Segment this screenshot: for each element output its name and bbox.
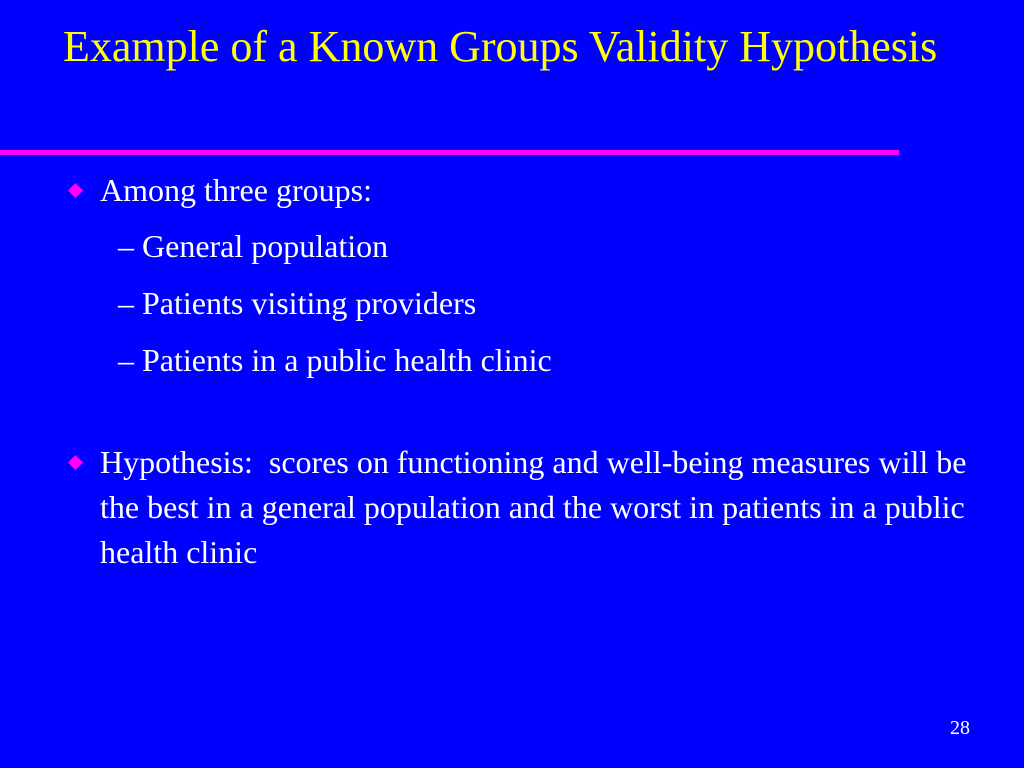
title-divider: [0, 150, 899, 155]
diamond-bullet-icon: [68, 183, 83, 198]
diamond-bullet-icon: [68, 455, 83, 470]
slide-title: Example of a Known Groups Validity Hypothesis: [63, 22, 938, 71]
page-number: 28: [950, 717, 970, 739]
sub-item: – Patients in a public health clinic: [118, 342, 552, 378]
bullet-text: Hypothesis: scores on functioning and well-being measures will be the best in a general population and the worst in patients in a public health clinic: [100, 444, 975, 570]
sub-item: – Patients visiting providers: [118, 285, 477, 321]
bullet-text: Among three groups:: [100, 172, 372, 208]
sub-item: – General population: [118, 228, 389, 264]
